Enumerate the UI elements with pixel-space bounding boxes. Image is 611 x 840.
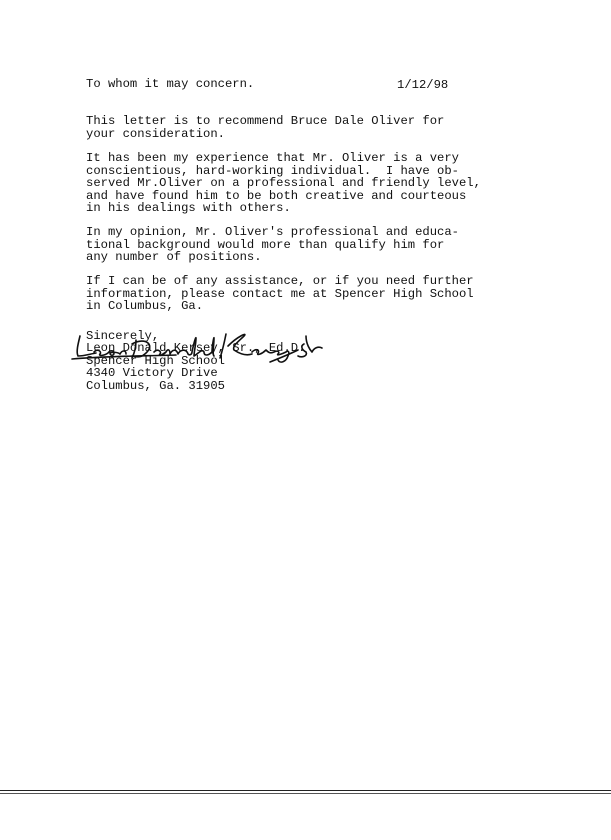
paragraph-4-line-3: in Columbus, Ga. [86, 299, 204, 313]
paragraph-2-line-4: and have found him to be both creative and courteous [86, 188, 467, 203]
paragraph-1-line-2: your consideration. [86, 126, 225, 141]
signer-street: 4340 Victory Drive [86, 366, 218, 380]
paragraph-3-line-3: any number of positions. [86, 250, 262, 264]
paragraph-2-line-1: It has been my experience that Mr. Oliver is a very [86, 151, 459, 165]
letter-date: 1/12/98 [397, 78, 449, 92]
closing: Sincerely, [86, 329, 160, 343]
paragraph-2-line-2: conscientious, hard-working individual. I have ob- [86, 163, 459, 178]
paragraph-4-line-2: information, please contact me at Spencer High School [86, 286, 474, 301]
page-bottom-rule-shadow [0, 793, 611, 794]
salutation: To whom it may concern. [86, 77, 255, 91]
signer-city: Columbus, Ga. 31905 [86, 378, 225, 393]
paragraph-2-line-3: served Mr.Oliver on a professional and friendly level, [86, 176, 481, 190]
paragraph-2-line-5: in his dealings with others. [86, 201, 291, 215]
paragraph-3-line-1: In my opinion, Mr. Oliver's professional and educa- [86, 225, 459, 239]
signer-school: Spencer High School [86, 353, 225, 368]
paragraph-1-line-1: This letter is to recommend Bruce Dale Oliver for [86, 114, 445, 128]
signer-name: Leon Donald Kersey, Sr., Ed.D. [86, 341, 306, 355]
page-bottom-rule [0, 790, 611, 791]
paragraph-4-line-1: If I can be of any assistance, or if you need further [86, 274, 474, 288]
paragraph-3-line-2: tional background would more than qualify him for [86, 237, 445, 252]
